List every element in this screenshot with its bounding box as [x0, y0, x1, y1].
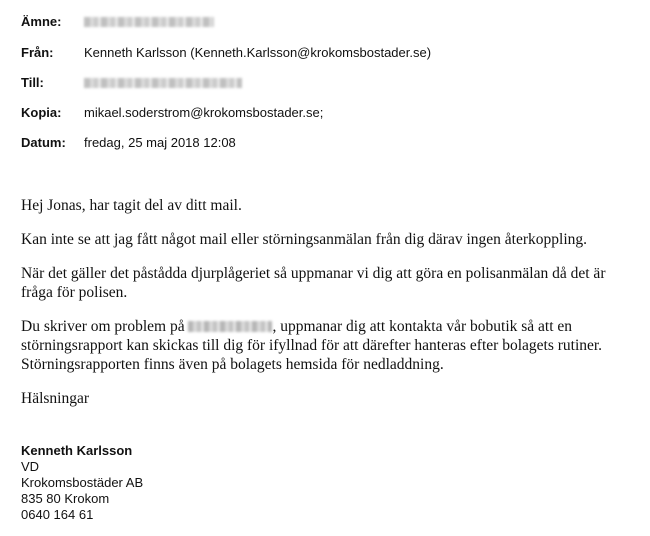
redacted-subject	[84, 17, 214, 27]
from-value: Kenneth Karlsson (Kenneth.Karlsson@krokomsbostader.se)	[84, 45, 432, 60]
signature-company: Krokomsbostäder AB	[21, 475, 144, 490]
date-label: Datum:	[21, 135, 66, 150]
redacted-address	[188, 321, 272, 332]
paragraph-1: Kan inte se att jag fått något mail eller störningsanmälan från dig därav ingen återkoppling.	[21, 231, 587, 248]
paragraph-3-end: , uppmanar dig att kontakta vår bobutik så att en störningsrapport kan skickas till dig för ifyllnad för att därefter hanteras efter bolagets rutiner. Störningsrapporten finns även på bolagets hemsida för nedladdning.	[21, 318, 603, 373]
date-value: fredag, 25 maj 2018 12:08	[84, 135, 236, 150]
signature-phone: 0640 164 61	[21, 507, 94, 522]
signature	[21, 443, 143, 523]
from-label: Från:	[21, 45, 54, 60]
to-label: Till:	[21, 75, 44, 90]
email-body	[21, 196, 636, 408]
paragraph-3	[21, 317, 636, 374]
signature-name: Kenneth Karlsson	[21, 443, 133, 458]
paragraph-2: När det gäller det påstådda djurplågeriet så uppmanar vi dig att göra en polisanmälan då det är fråga för polisen.	[21, 265, 606, 301]
signature-address: 835 80 Krokom	[21, 491, 110, 506]
closing: Hälsningar	[21, 390, 90, 407]
subject-label: Ämne:	[21, 14, 62, 29]
paragraph-3-start: Du skriver om problem på	[21, 318, 185, 335]
redacted-recipient	[84, 78, 242, 88]
cc-label: Kopia:	[21, 105, 62, 120]
cc-value: mikael.soderstrom@krokomsbostader.se;	[84, 105, 324, 120]
signature-title: VD	[21, 459, 40, 474]
greeting: Hej Jonas, har tagit del av ditt mail.	[21, 197, 242, 214]
